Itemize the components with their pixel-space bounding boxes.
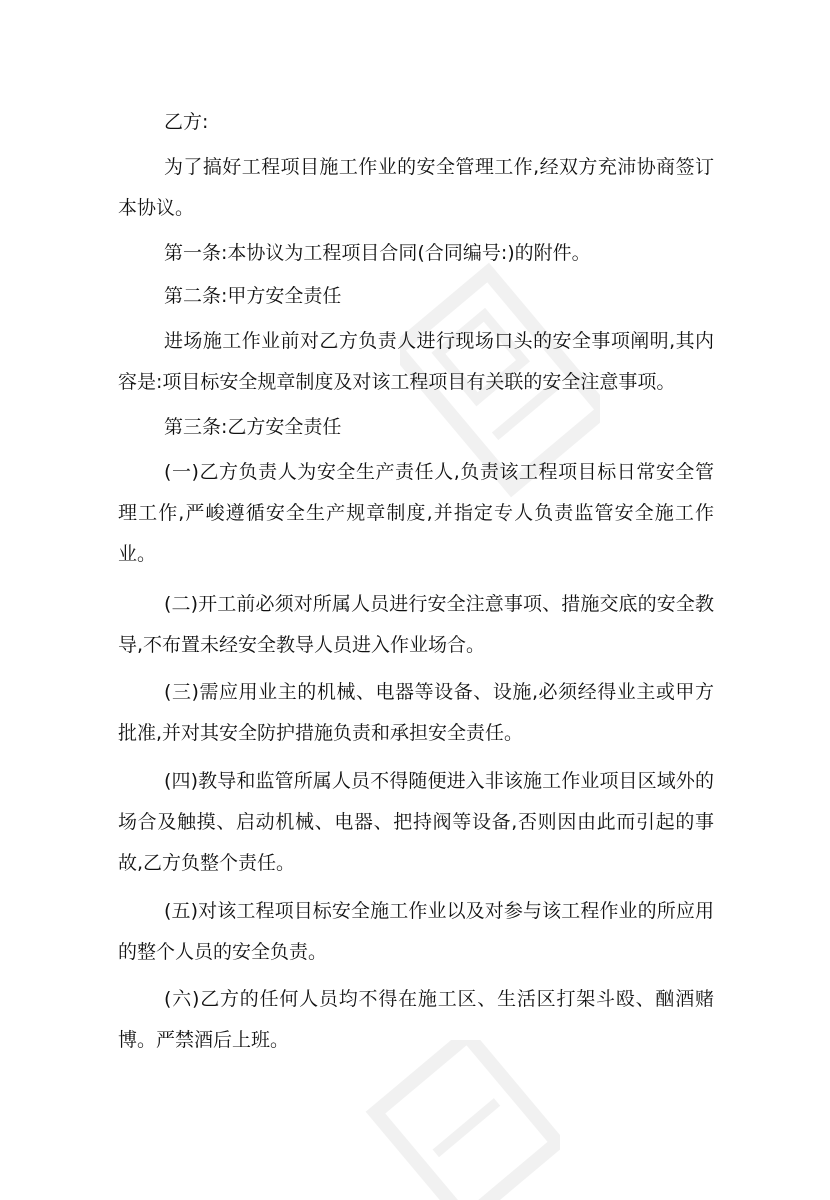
paragraph-party-b: 乙方:	[164, 111, 209, 133]
paragraph-intro: 为了搞好工程项目施工作业的安全管理工作,经双方充沛协商签订本协议。	[118, 156, 714, 219]
paragraph-item-2: (二)开工前必须对所属人员进行安全注意事项、措施交底的安全教导,不布置未经安全教导人员进入作业场合。	[118, 593, 714, 656]
paragraph-article-3-title: 第三条:乙方安全责任	[164, 416, 342, 438]
watermark-bottom	[360, 1040, 560, 1200]
watermark-mark-bottom	[375, 1040, 557, 1200]
paragraph-item-4: (四)教导和监管所属人员不得随便进入非该施工作业项目区域外的场合及触摸、启动机械、电器、把持阀等设备,否则因由此而引起的事故,乙方负整个责任。	[118, 770, 714, 874]
paragraph-item-6: (六)乙方的任何人员均不得在施工区、生活区打架斗殴、酗酒赌博。严禁酒后上班。	[118, 988, 714, 1051]
paragraph-item-3: (三)需应用业主的机械、电器等设备、设施,必须经得业主或甲方批准,并对其安全防护措施负责和承担安全责任。	[118, 681, 714, 744]
paragraph-item-1: (一)乙方负责人为安全生产责任人,负责该工程项目标日常安全管理工作,严峻遵循安全生产规章制度,并指定专人负责监管安全施工作业。	[118, 461, 714, 565]
paragraph-article-1: 第一条:本协议为工程项目合同(合同编号:)的附件。	[164, 242, 591, 264]
paragraph-article-2-body: 进场施工作业前对乙方负责人进行现场口头的安全事项阐明,其内容是:项目标安全规章制度及对该工程项目有关联的安全注意事项。	[118, 330, 714, 393]
paragraph-article-2-title: 第二条:甲方安全责任	[164, 285, 342, 307]
paragraph-item-5: (五)对该工程项目标安全施工作业以及对参与该工程作业的所应用的整个人员的安全负责。	[118, 900, 714, 963]
